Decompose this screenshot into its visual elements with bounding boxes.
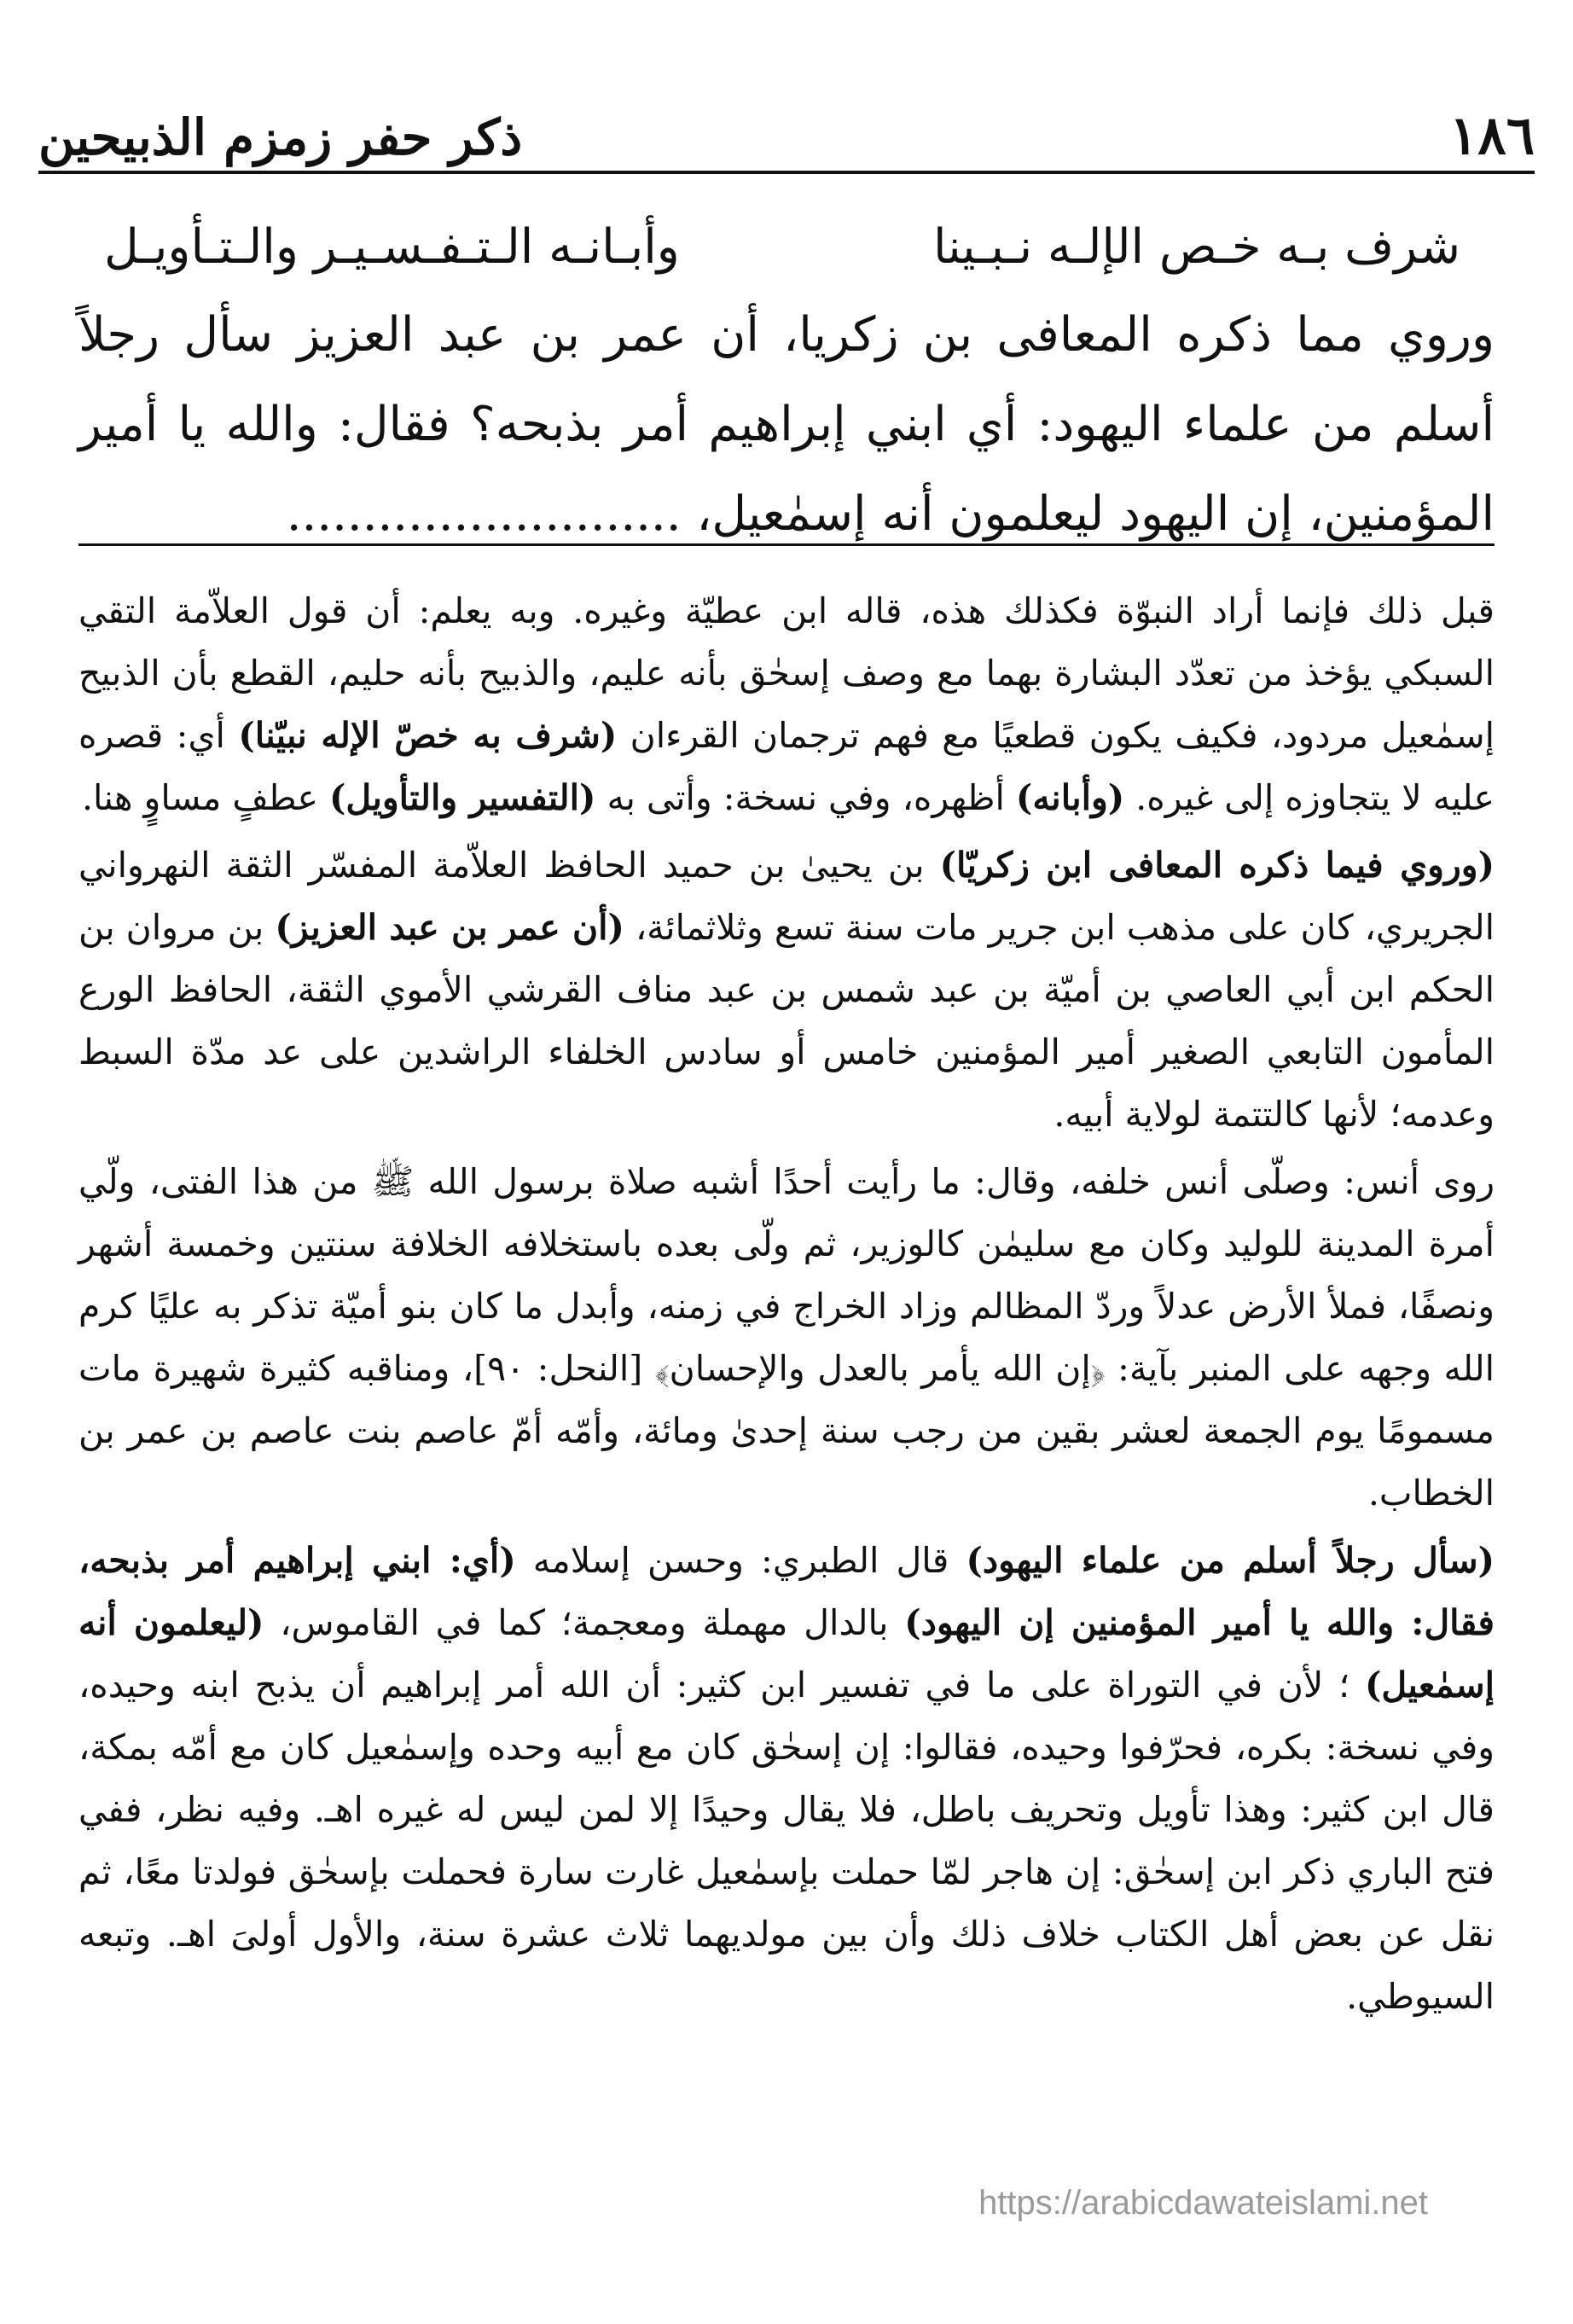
main-paragraph: وروي مما ذكره المعافى بن زكريا، أن عمر بن عبد العزيز سأل رجلاً أسلم من علماء اليهود: أي ابني إبراهيم أمر بذبحه؟ فقال: والله يا أمير المؤمنين، إن اليهود ليعلمون أنه إسمٰعيل، .......................... — [78, 307, 1495, 542]
running-title: ذكر حفر زمزم الذبيحين — [38, 108, 523, 166]
watermark-url: https://arabicdawateislami.net — [978, 2184, 1428, 2222]
page-number: ١٨٦ — [1449, 104, 1535, 166]
commentary-paragraph-3: روى أنس: وصلّى أنس خلفه، وقال: ما رأيت أحدًا أشبه صلاة برسول الله ﷺ من هذا الفتى، ولّي أمرة المدينة للوليد وكان مع سليمٰن كالوزير، ثم ولّى بعده باستخلافه الخلافة سنتين وخمسة أشهر ونصفًا، فملأ الأرض عدلاً وردّ المظالم وزاد الخراج في زمنه، وأبدل ما كان بنو أميّة تذكر به عليًا كرم الله وجهه على المنبر بآية: ﴿إن الله يأمر بالعدل والإحسان﴾ [النحل: ٩٠]، ومناقبه كثيرة شهيرة مات مسمومًا يوم الجمعة لعشر بقين من رجب سنة إحدىٰ ومائة، وأمّه أمّ عاصم بنت عاصم بن عمر بن الخطاب. — [78, 1161, 1495, 1514]
poem-verse — [78, 205, 1495, 290]
text-divider-rule — [78, 543, 1495, 546]
commentary-paragraph-4: (سأل رجلاً أسلم من علماء اليهود) قال الطبري: وحسن إسلامه (أي: ابني إبراهيم أمر بذبحه، فقال: والله يا أمير المؤمنين إن اليهود) بالدال مهملة ومعجمة؛ كما في القاموس، (ليعلمون أنه إسمٰعيل) ؛ لأن في التوراة على ما في تفسير ابن كثير: أن الله أمر إبراهيم أن يذبح ابنه وحيده، وفي نسخة: بكره، فحرّفوا وحيده، فقالوا: إن إسحٰق كان مع أبيه وحده وإسمٰعيل كان مع أمّه بمكة، قال ابن كثير: وهذا تأويل وتحريف باطل، فلا يقال وحيدًا إلا لمن ليس له غيره اهـ. وفيه نظر، ففي فتح الباري ذكر ابن إسحٰق: إن هاجر لمّا حملت بإسمٰعيل غارت سارة فحملت بإسحٰق فولدتا معًا، ثم نقل عن بعض أهل الكتاب خلاف ذلك وأن بين مولديهما ثلاث عشرة سنة، والأول أولىَ اهـ. وتبعه السيوطي. — [78, 1540, 1495, 2017]
commentary-paragraph-2: (وروي فيما ذكره المعافى ابن زكريّا) بن يحيىٰ بن حميد الحافظ العلاّمة المفسّر الثقة النهرواني الجريري، كان على مذهب ابن جرير مات سنة تسع وثلاثمائة، (أن عمر بن عبد العزيز) بن مروان بن الحكم ابن أبي العاصي بن أميّة بن عبد شمس بن عبد مناف القرشي الأموي الثقة، الحافظ الورع المأمون التابعي الصغير أمير المؤمنين خامس أو سادس الخلفاء الراشدين على عد مدّة السبط وعدمه؛ لأنها كالتتمة لولاية أبيه. — [78, 845, 1495, 1135]
main-text-block — [78, 205, 1495, 559]
commentary-paragraph-1: قبل ذلك فإنما أراد النبوّة فكذلك هذه، قاله ابن عطيّة وغيره. وبه يعلم: أن قول العلاّمة التقي السبكي يؤخذ من تعدّد البشارة بهما مع وصف إسحٰق بأنه عليم، والذبيح بأنه حليم، القطع بأن الذبيح إسمٰعيل مردود، فكيف يكون قطعيًا مع فهم ترجمان القرءان (شرف به خصّ الإله نبيّنا) أي: قصره عليه لا يتجاوزه إلى غيره. (وأبانه) أظهره، وفي نسخة: وأتى به (التفسير والتأويل) عطفٍ مساوٍ هنا. — [78, 590, 1495, 818]
verse-right-hemistich: شرف بـه خـص الإلـه نـبـينا — [932, 219, 1460, 275]
running-header — [38, 81, 1535, 166]
header-rule — [38, 171, 1535, 174]
commentary-block — [78, 580, 1495, 2033]
verse-left-hemistich: وأبـانـه الـتـفـسـيـر والـتـأويـل — [104, 219, 680, 275]
